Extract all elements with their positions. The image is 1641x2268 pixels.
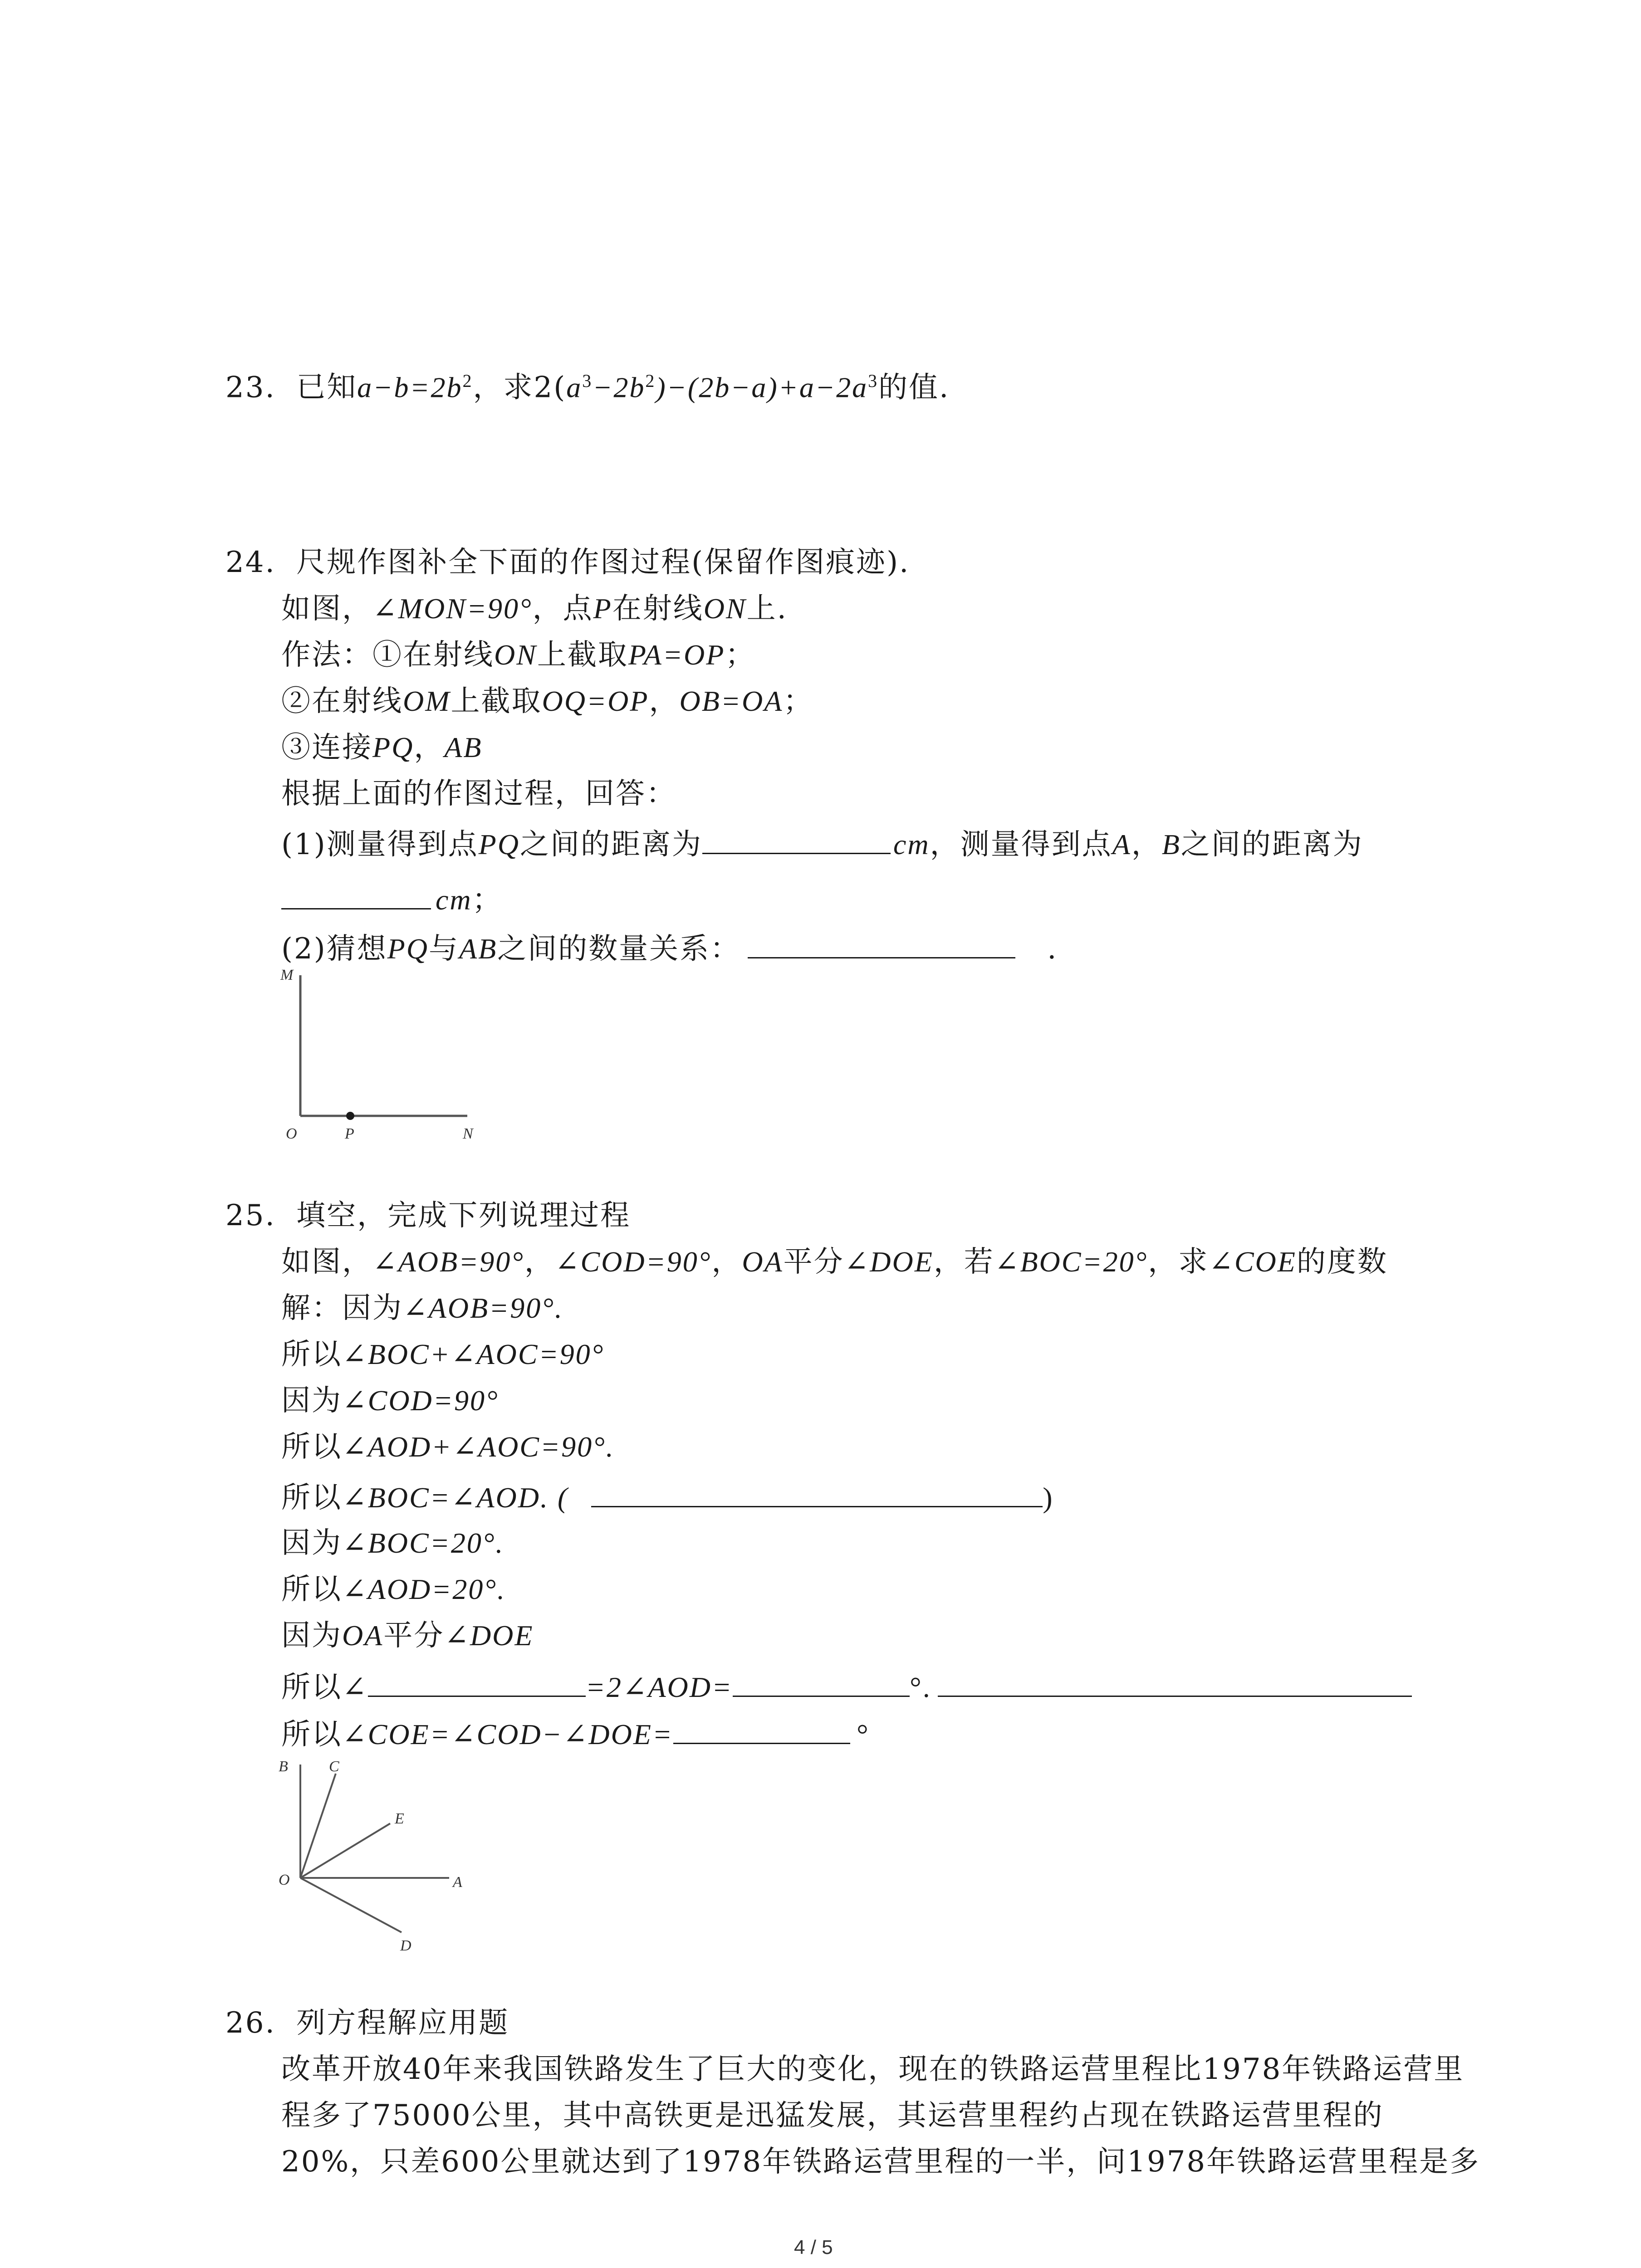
q25-step-4: 所以∠AOD+∠AOC=90°. <box>281 1430 615 1464</box>
q25-step-7: 所以∠AOD=20°. <box>281 1573 506 1606</box>
q25-step-6: 因为∠BOC=20°. <box>281 1526 505 1560</box>
answer-blank-ab[interactable] <box>281 880 431 909</box>
answer-blank-pq[interactable] <box>702 825 891 854</box>
ray-oc <box>300 1774 336 1878</box>
q23-line: 23. 已知$a-b=2b^2$，求$2(a^3-2b^2)-(2b-a)+a-2a^3$的值. <box>225 371 950 405</box>
ray-oe <box>300 1823 390 1878</box>
q24-line-4: ③连接PQ，AB <box>281 731 483 764</box>
ray-od <box>300 1878 402 1932</box>
page-number: 4 / 5 <box>794 2236 833 2258</box>
q25-step-5: 所以∠BOC=∠AOD. ( ) <box>281 1478 1054 1516</box>
q24-part-2: (2)猜想PQ与AB之间的数量关系： . <box>281 929 1058 967</box>
label-m: M <box>280 967 294 983</box>
label-o: O <box>286 1125 297 1142</box>
label-e: E <box>395 1810 404 1827</box>
q25-step-1: 解：因为∠AOB=90°. <box>281 1291 563 1325</box>
label-b: B <box>279 1758 288 1775</box>
answer-blank-reason-2[interactable] <box>938 1667 1412 1697</box>
q26-title: 26. 列方程解应用题 <box>225 2006 509 2040</box>
q25-step-10: 所以∠COE=∠COD−∠DOE= ° <box>281 1715 870 1753</box>
q25-step-9: 所以∠ =2∠AOD= °. <box>281 1667 1412 1706</box>
q25-number: 25. <box>225 1199 276 1232</box>
answer-blank-angle-name[interactable] <box>368 1667 586 1697</box>
answer-blank-reason[interactable] <box>591 1478 1043 1507</box>
q25-step-2: 所以∠BOC+∠AOC=90° <box>281 1338 605 1371</box>
q25-step-8: 因为OA平分∠DOE <box>281 1619 534 1652</box>
q24-number: 24. <box>225 546 276 579</box>
label-n: N <box>463 1125 473 1142</box>
figure-mon-angle <box>272 962 499 1143</box>
q24-line-3: ②在射线OM上截取OQ=OP，OB=OA； <box>281 684 814 718</box>
q25-line-1: 如图，∠AOB=90°，∠COD=90°，OA平分∠DOE，若∠BOC=20°，求∠COE的度数 <box>281 1245 1388 1279</box>
label-o: O <box>279 1872 290 1888</box>
q24-part-1: (1)测量得到点PQ之间的距离为 cm，测量得到点A，B之间的距离为 <box>281 825 1363 863</box>
q24-line-1: 如图，∠MON=90°，点P在射线ON上. <box>281 592 788 626</box>
answer-blank-relation[interactable] <box>748 929 1015 958</box>
answer-blank-angle-value[interactable] <box>733 1667 910 1697</box>
q24-part-1-cont: cm； <box>281 880 503 918</box>
q23-number: 23. <box>225 371 276 405</box>
q25-title: 25. 填空，完成下列说理过程 <box>225 1199 631 1232</box>
q26-number: 26. <box>225 2006 276 2040</box>
label-p: P <box>345 1125 354 1142</box>
q26-line-3: 20%，只差600公里就达到了1978年铁路运营里程的一半，问1978年铁路运营里程是多 <box>281 2145 1480 2179</box>
q26-line-2: 程多了75000公里，其中高铁更是迅猛发展，其运营里程约占现在铁路运营里程的 <box>281 2099 1384 2132</box>
answer-blank-coe[interactable] <box>673 1715 850 1744</box>
q24-line-2: 作法：①在射线ON上截取PA=OP； <box>281 638 756 672</box>
q25-step-3: 因为∠COD=90° <box>281 1384 499 1418</box>
q24-title: 24. 尺规作图补全下面的作图过程(保留作图痕迹). <box>225 546 910 579</box>
figure-angles-boc <box>272 1755 508 1964</box>
label-c: C <box>329 1758 339 1775</box>
q26-line-1: 改革开放40年来我国铁路发生了巨大的变化，现在的铁路运营里程比1978年铁路运营里 <box>281 2053 1465 2086</box>
point-p <box>346 1112 354 1120</box>
label-d: D <box>400 1937 411 1954</box>
q24-line-5: 根据上面的作图过程，回答： <box>281 777 676 811</box>
label-a: A <box>453 1874 462 1891</box>
